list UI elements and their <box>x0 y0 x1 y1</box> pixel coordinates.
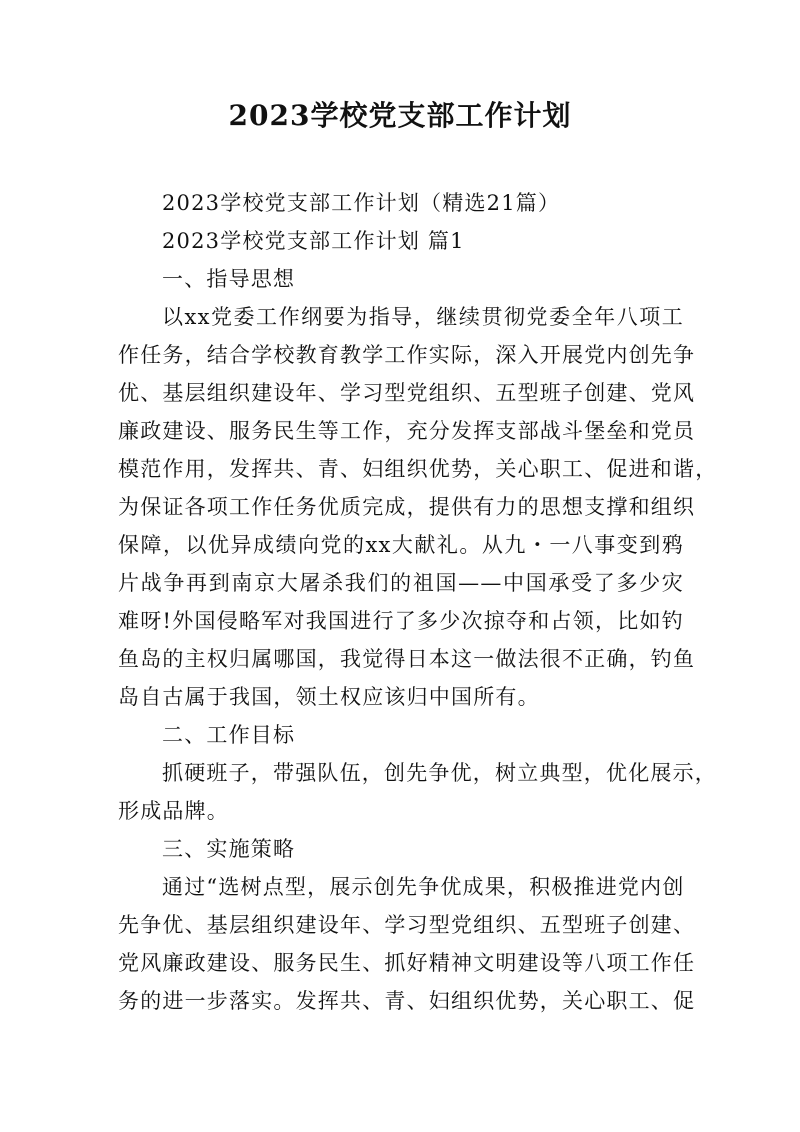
paragraph-line: 党风廉政建设、服务民生、抓好精神文明建设等八项工作任 <box>118 951 696 975</box>
paragraph-line: 务的进一步落实。发挥共、青、妇组织优势，关心职工、促 <box>118 989 696 1013</box>
subtitle-line: 2023学校党支部工作计划（精选21篇） <box>162 191 561 215</box>
paragraph-line: 作任务，结合学校教育教学工作实际，深入开展党内创先争 <box>118 343 696 367</box>
paragraph-line: 难呀!外国侵略军对我国进行了多少次掠夺和占领，比如钓 <box>118 609 684 633</box>
paragraph-line: 为保证各项工作任务优质完成，提供有力的思想支撑和组织 <box>118 495 696 519</box>
paragraph-line: 岛自古属于我国，领土权应该归中国所有。 <box>118 685 540 709</box>
paragraph-line: 通过“选树点型，展示创先争优成果，积极推进党内创 <box>162 875 685 899</box>
heading-work-goals: 二、工作目标 <box>162 723 296 747</box>
paragraph-line: 鱼岛的主权归属哪国，我觉得日本这一做法很不正确，钓鱼 <box>118 647 696 671</box>
paragraph-line: 以xx党委工作纲要为指导，继续贯彻党委全年八项工 <box>162 305 684 329</box>
paragraph-line: 抓硬班子，带强队伍，创先争优，树立典型，优化展示， <box>162 761 717 785</box>
heading-guiding-ideology: 一、指导思想 <box>162 267 296 291</box>
heading-implementation-strategy: 三、实施策略 <box>162 837 296 861</box>
paragraph-line: 形成品牌。 <box>118 799 229 823</box>
paragraph-line: 先争优、基层组织建设年、学习型党组织、五型班子创建、 <box>118 913 696 937</box>
paragraph-line: 优、基层组织建设年、学习型党组织、五型班子创建、党风 <box>118 381 696 405</box>
paragraph-line: 片战争再到南京大屠杀我们的祖国——中国承受了多少灾 <box>118 571 684 595</box>
section-heading-line: 2023学校党支部工作计划 篇1 <box>162 229 465 253</box>
document-body <box>118 184 718 1020</box>
paragraph-line: 廉政建设、服务民生等工作，充分发挥支部战斗堡垒和党员 <box>118 419 696 443</box>
paragraph-line: 模范作用，发挥共、青、妇组织优势，关心职工、促进和谐， <box>118 457 718 481</box>
document-title: 2023学校党支部工作计划 <box>228 99 572 132</box>
paragraph-line: 保障，以优异成绩向党的xx大献礼。从九・一八事变到鸦 <box>118 533 684 557</box>
